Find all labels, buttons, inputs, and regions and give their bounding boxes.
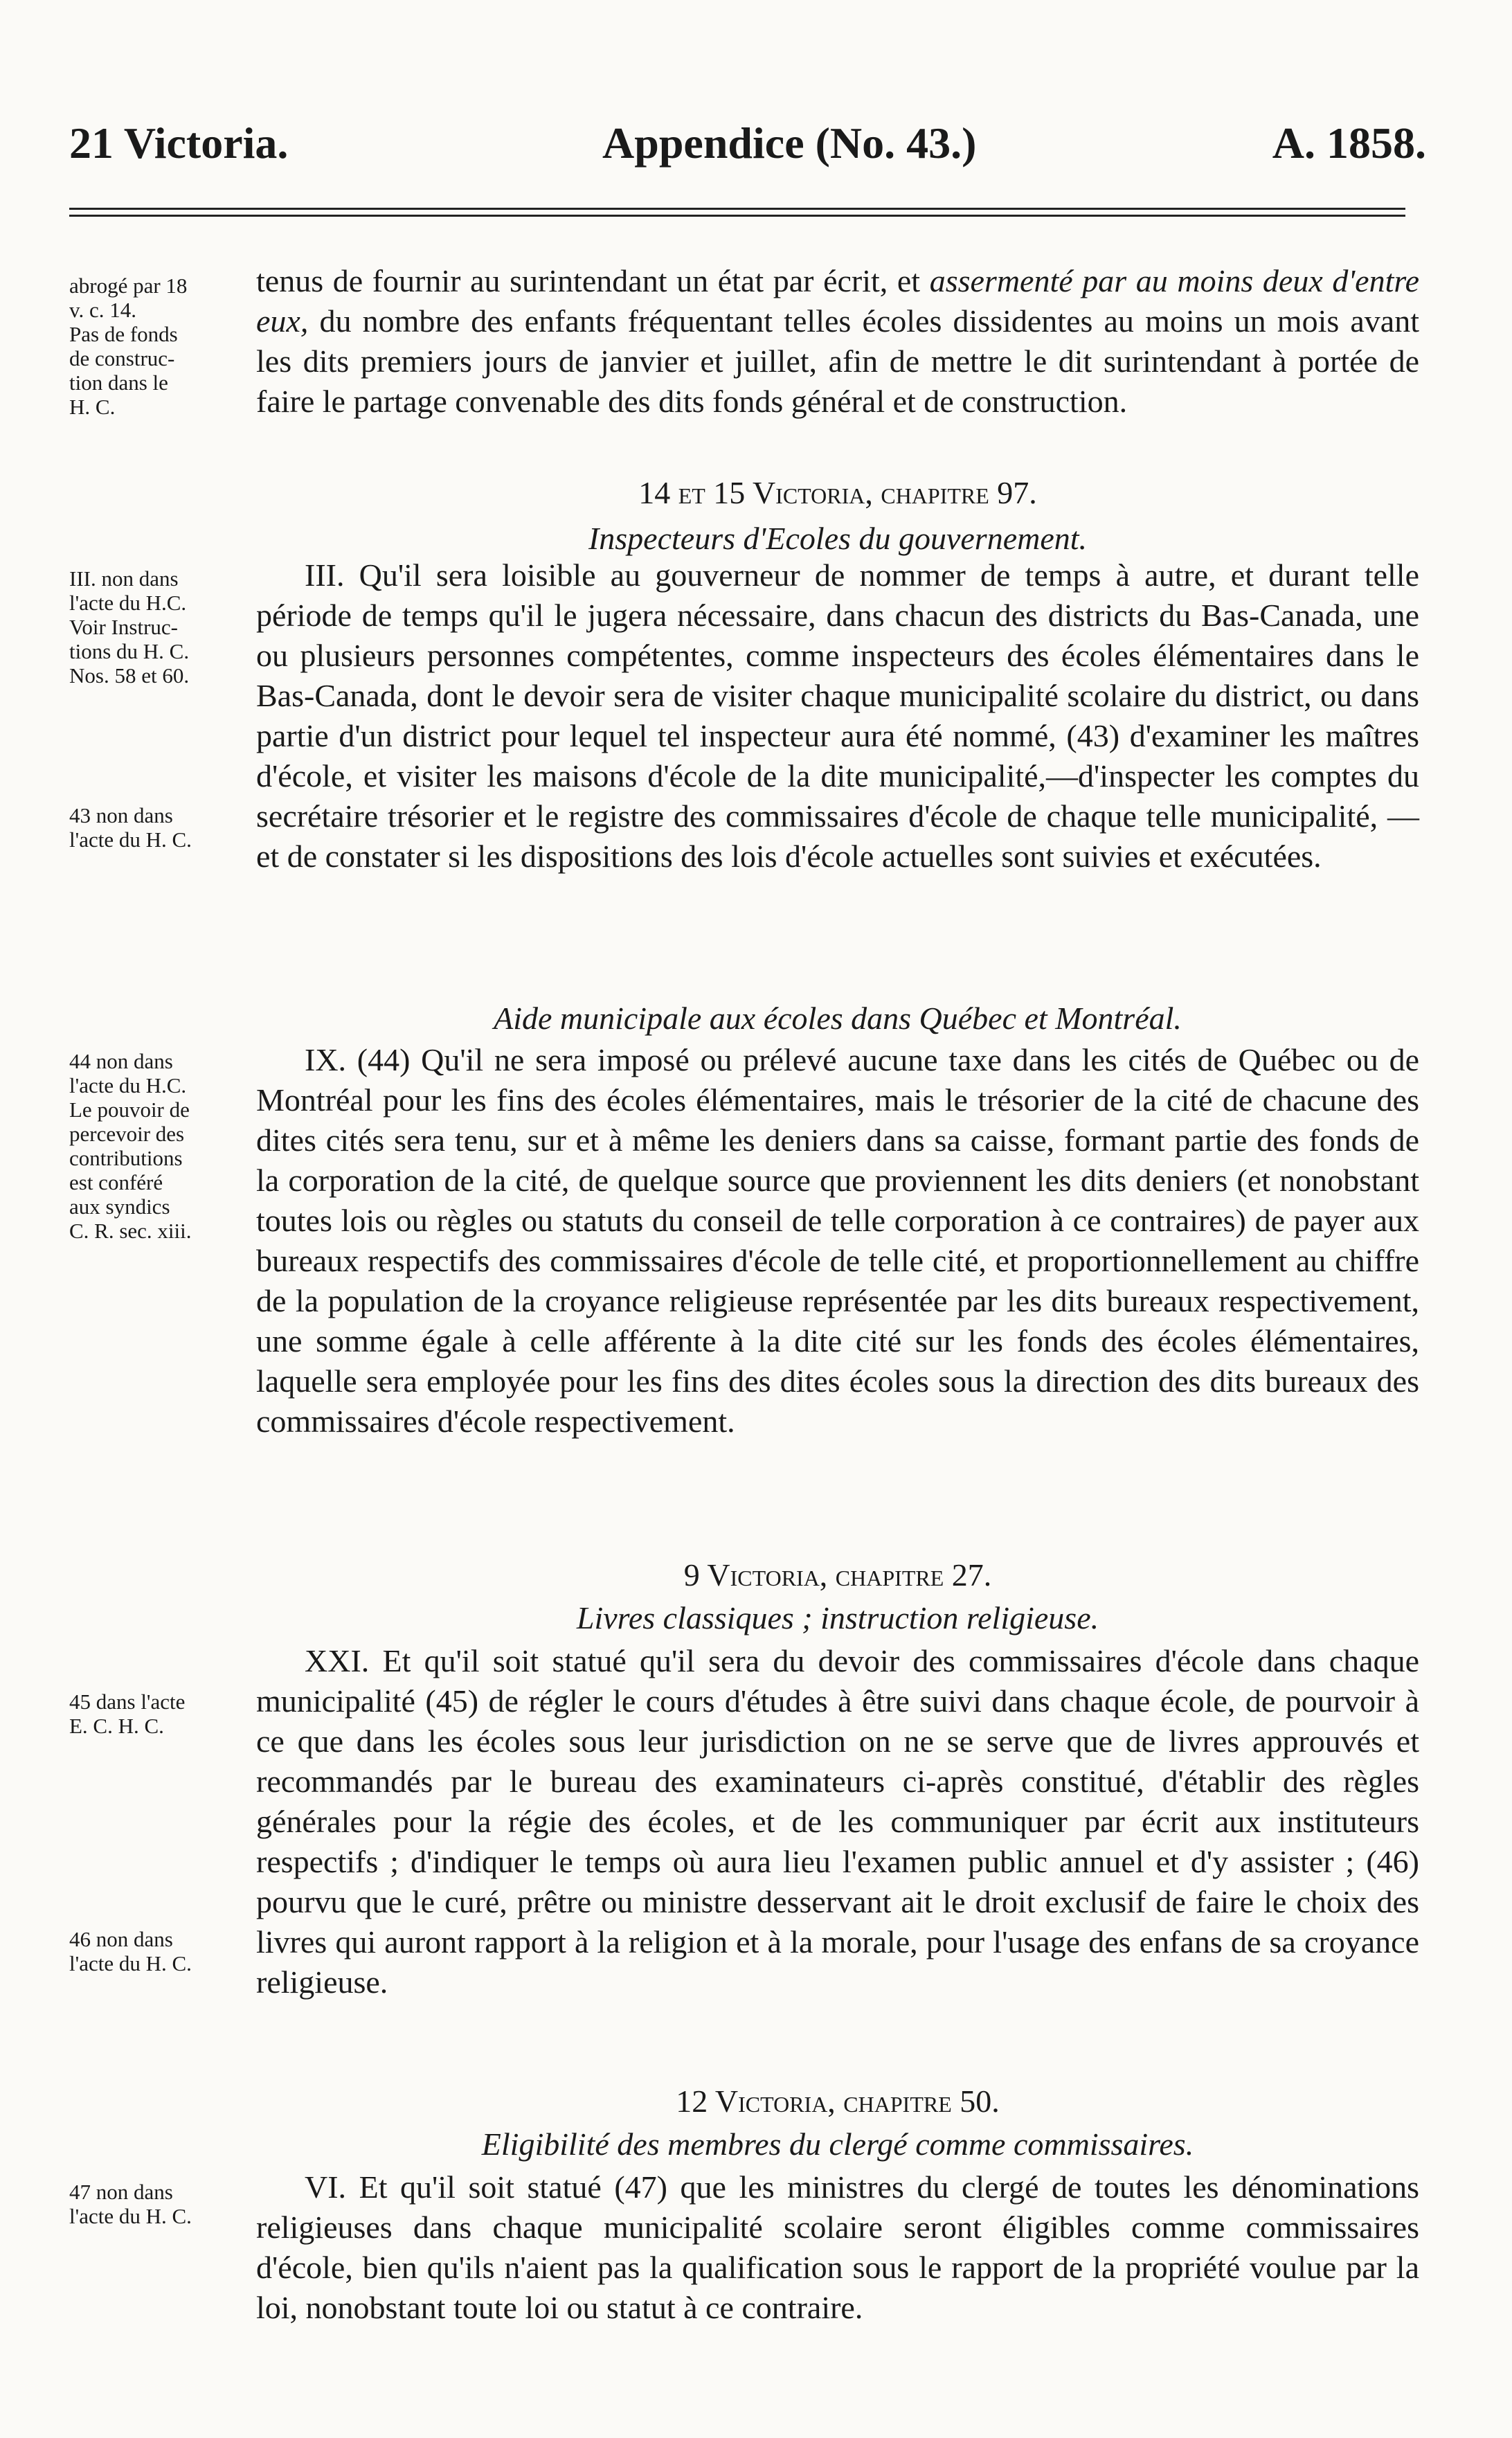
section-paragraph-3: XXI. Et qu'il soit statué qu'il sera du devoir des commissaires d'école dans chaque municipalité (45) de régler le cours d'études à être suivi dans chaque école, de pourvoir à ce que dans les écoles sous leur jurisdiction on ne se serve que de livres approuvés et recommandés par le bureau des examinateurs ci-après constitué, d'établir des règles générales pour la régie des écoles, et de les communiquer par écrit aux instituteurs respectifs ; d'indiquer le temps où aura lieu l'examen public annuel et d'y assister ; (46) pourvu que le curé, prêtre ou ministre desservant ait le droit exclusif de faire le choix des livres qui auront rapport à la religion et à la morale, pour l'usage des enfans de sa croyance religieuse. [256, 1643, 1419, 2000]
margin-note-s2: 44 non dans l'acte du H.C. Le pouvoir de percevoir des contributions est conféré aux syndics C. R. sec. xiii. [69, 1049, 192, 1243]
section-paragraph-4: VI. Et qu'il soit statué (47) que les ministres du clergé de toutes les dénominations religieuses dans chaque municipalité scolaire seront éligibles comme commissaires d'école, bien qu'ils n'aient pas la qualification sous le rapport de la propriété voulue par la loi, nonobstant toute loi ou statut à ce contraire. [256, 2169, 1419, 2325]
intro-text-pre: tenus de fournir au surintendant un état par écrit, et [256, 263, 930, 298]
section-subheading-1: Inspecteurs d'Ecoles du gouvernement. [588, 521, 1088, 556]
margin-note-s3b: 46 non dans l'acte du H. C. [69, 1927, 192, 1975]
intro-paragraph [256, 261, 1419, 422]
header-right: A. 1858. [1272, 118, 1426, 168]
header-left: 21 Victoria. [69, 118, 289, 168]
section-paragraph-2: IX. (44) Qu'il ne sera imposé ou prélevé aucune taxe dans les cités de Québec ou de Montréal pour les fins des écoles élémentaires, mais le trésorier de la cité de chacune des dites cités sera tenu, sur et à même les deniers dans sa caisse, formant partie des fonds de la corporation de la cité, de quelque source que proviennent les dits deniers (et nonobstant toutes lois ou règles ou statuts du conseil de telle corporation à ce contraires) de payer aux bureaux respectifs des commissaires d'école de telle cité, et proportionnellement au chiffre de la population de la croyance religieuse représentée par les dits bureaux respectivement, une somme égale à celle afférente à la dite cité sur les fonds des écoles élémentaires, laquelle sera employée pour les fins des dites écoles sous la direction des dits bureaux des commissaires d'école respectivement. [256, 1042, 1419, 1439]
section-subheading-4: Eligibilité des membres du clergé comme commissaires. [481, 2126, 1194, 2162]
section-paragraph-1: III. Qu'il sera loisible au gouverneur de nommer de temps à autre, et durant telle période de temps qu'il le jugera nécessaire, dans chacun des districts du Bas-Canada, une ou plusieurs personnes compétentes, comme inspecteurs des écoles élémentaires dans le Bas-Canada, dont le devoir sera de visiter chaque municipalité scolaire du district, ou dans partie d'un district pour lequel tel inspecteur aura été nommé, (43) d'examiner les maîtres d'école, et visiter les maisons d'école de la dite municipalité,—d'inspecter les comptes du secrétaire trésorier et le registre des commissaires d'école de chaque telle municipalité, —et de constater si les dispositions des lois d'école actuelles sont suivies et exécutées. [256, 557, 1419, 874]
section-heading-1: 14 et 15 Victoria, chapitre 97. [638, 475, 1037, 510]
section-subheading-3: Livres classiques ; instruction religieuse. [576, 1600, 1099, 1635]
margin-note-s4: 47 non dans l'acte du H. C. [69, 2180, 192, 2228]
intro-text-post: du nombre des enfants fréquentant telles écoles dissidentes au moins un mois avant les dits premiers jours de janvier et juillet, afin de mettre le dit surintendant à portée de faire le partage convenable des dits fonds général et de construction. [256, 303, 1419, 419]
header-center: Appendice (No. 43.) [602, 118, 977, 168]
margin-note-s3a: 45 dans l'acte E. C. H. C. [69, 1689, 186, 1738]
running-header [69, 118, 1426, 180]
intro-text-emphasis: assermenté par au moins deux d'entre eux, [256, 263, 1419, 339]
section-subheading-2: Aide municipale aux écoles dans Québec et Montréal. [494, 1001, 1182, 1036]
section-heading-3: 9 Victoria, chapitre 27. [683, 1557, 992, 1593]
section-heading-4: 12 Victoria, chapitre 50. [676, 2083, 1000, 2119]
margin-note-intro: abrogé par 18 v. c. 14. Pas de fonds de construc- tion dans le H. C. [69, 274, 188, 419]
header-rule-bottom [69, 215, 1405, 217]
margin-note-s1a: III. non dans l'acte du H.C. Voir Instruc- tions du H. C. Nos. 58 et 60. [69, 566, 190, 688]
margin-note-s1b: 43 non dans l'acte du H. C. [69, 803, 192, 852]
header-rule-top [69, 208, 1405, 210]
